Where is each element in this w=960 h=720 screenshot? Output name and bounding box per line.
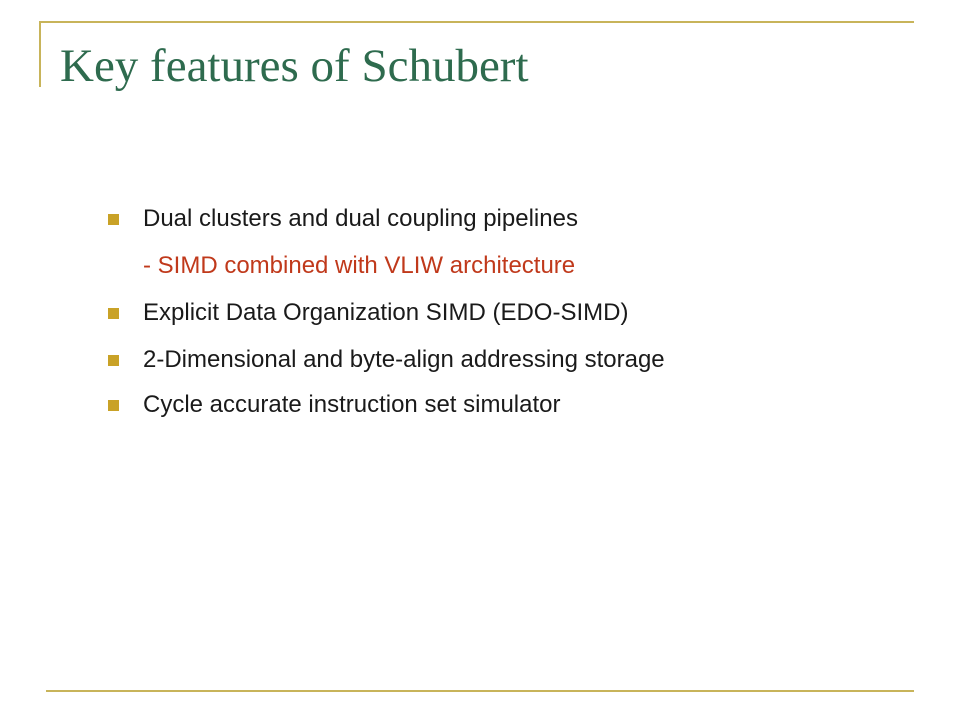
square-bullet-icon: [108, 308, 119, 319]
square-bullet-icon: [108, 400, 119, 411]
left-rule: [39, 21, 41, 87]
bullet-text: Cycle accurate instruction set simulator: [143, 391, 561, 418]
square-bullet-icon: [108, 355, 119, 366]
bullet-item: [108, 199, 578, 239]
bullet-text: Dual clusters and dual coupling pipelines: [143, 205, 578, 232]
sub-bullet-text: - SIMD combined with VLIW architecture: [143, 252, 576, 279]
bullet-item: [108, 293, 628, 333]
slide-title: Key features of Schubert: [60, 40, 529, 92]
bullet-text: 2-Dimensional and byte-align addressing storage: [143, 346, 665, 373]
square-bullet-icon: [108, 214, 119, 225]
top-rule: [39, 21, 914, 23]
bottom-rule: [46, 690, 914, 692]
bullet-item: [108, 385, 561, 425]
bullet-item: [108, 340, 665, 380]
bullet-text: Explicit Data Organization SIMD (EDO-SIMD): [143, 299, 629, 326]
